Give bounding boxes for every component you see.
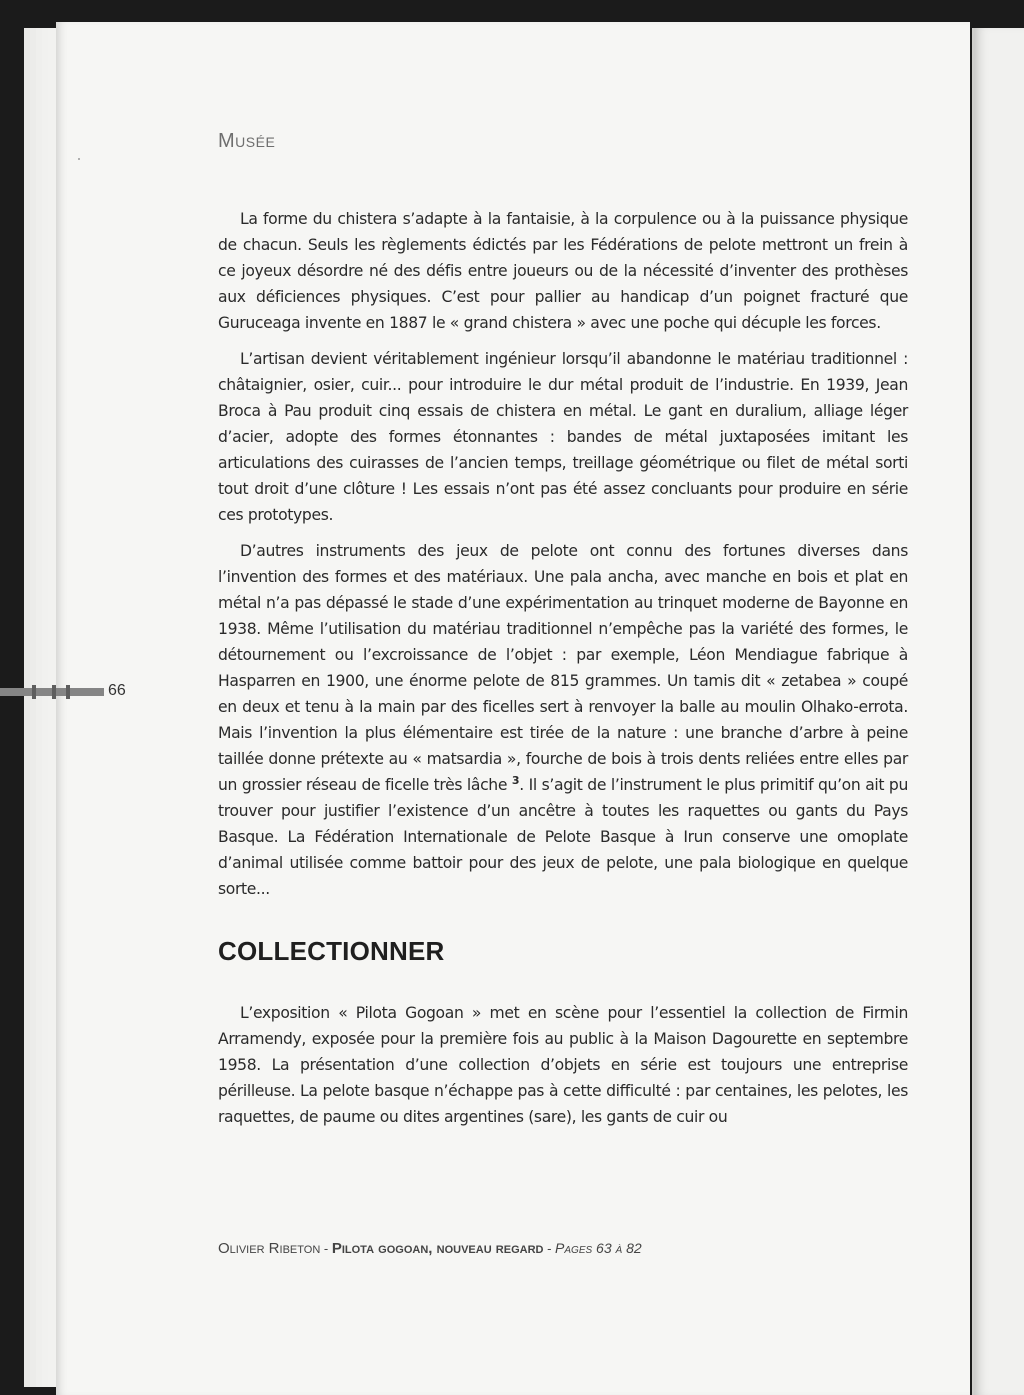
page-number: 66: [108, 682, 126, 699]
paragraph-text: D’autres instruments des jeux de pelote ont connu des fortunes diverses dans l’invention des formes et des matériaux. Une pala ancha, avec manche en bois et plat en métal n’a pas dépassé le stade d’une expérimentation au trinquet moderne de Bayonne en 1938. Même l’utilisation du matériau traditionnel n’empêche pas la variété des formes, le détournement ou l’excroissance de l’objet : par exemple, Léon Mendiague fabrique à Hasparren en 1900, une énorme pelote de 815 grammes. Un tamis dit « zetabea » coupé en deux et tenu à la main par des ficelles sert à renvoyer la balle au moulin Olhako-errota. Mais l’invention la plus élémentaire est tirée de la nature : une branche d’arbre à peine taillée donne prétexte au « matsardia », fourche de bois à trois dents reliées entre elles par un grossier réseau de ficelle très lâche: [218, 542, 908, 794]
paper-speck: [78, 158, 80, 160]
section-heading: COLLECTIONNER: [218, 936, 445, 966]
facing-page-edge: [972, 28, 1024, 1395]
footer-page-range: Pages 63 à 82: [555, 1240, 642, 1256]
thumb-index-tab: [0, 688, 104, 696]
tab-notch: [66, 685, 70, 699]
article-body: [218, 206, 908, 1140]
page-footer: [218, 1240, 642, 1257]
footer-separator: -: [320, 1241, 332, 1256]
paragraph: [218, 538, 908, 902]
footer-author: Olivier Ribeton: [218, 1240, 321, 1257]
footnote-reference[interactable]: 3: [511, 773, 520, 787]
paragraph-text: . Il s’agit de l’instrument le plus primitif qu’on ait pu trouver pour justifier l’existence d’un ancêtre à toutes les raquettes ou gants du Pays Basque. La Fédération Internationale de Pelote Basque à Irun conserve une omoplate d’animal utilisée comme battoir pour des jeux de pelote, une pala biologique en quelque sorte...: [218, 776, 909, 898]
running-header: Musée: [218, 130, 276, 152]
footer-separator: -: [543, 1241, 556, 1256]
paragraph: La forme du chistera s’adapte à la fantaisie, à la corpulence ou à la puissance physique de chacun. Seuls les règlements édictés par les Fédérations de pelote mettront un frein à ce joyeux désordre né des défis entre joueurs ou de la nécessité d’inventer des prothèses aux déficiences physiques. C’est pour pallier au handicap d’un poignet fracturé que Guruceaga invente en 1887 le « grand chistera » avec une poche qui décuple les forces.: [218, 210, 908, 332]
paragraph: L’exposition « Pilota Gogoan » met en scène pour l’essentiel la collection de Firmin Arramendy, exposée pour la première fois au public à la Maison Dagourette en septembre 1958. La présentation d’une collection d’objets en série est toujours une entreprise périlleuse. La pelote basque n’échappe pas à cette difficulté : par centaines, les pelotes, les raquettes, de paume ou dites argentines (sare), les gants de cuir ou: [218, 1004, 908, 1126]
tab-notch: [32, 685, 36, 699]
paragraph: L’artisan devient véritablement ingénieur lorsqu’il abandonne le matériau traditionnel : châtaignier, osier, cuir... pour introduire le dur métal produit de l’industrie. En 1939, Jean Broca à Pau produit cinq essais de chistera en métal. Le gant en duralium, alliage léger d’acier, adopte des formes étonnantes : bandes de métal juxtaposées imitant les articulations des cuirasses de l’ancien temps, treillage géométrique ou filet de métal sorti tout droit d’une clôture ! Les essais n’ont pas été assez concluants pour produire en série ces prototypes.: [218, 350, 908, 524]
footer-article-title: Pilota gogoan, nouveau regard: [331, 1240, 544, 1257]
tab-notch: [52, 685, 56, 699]
